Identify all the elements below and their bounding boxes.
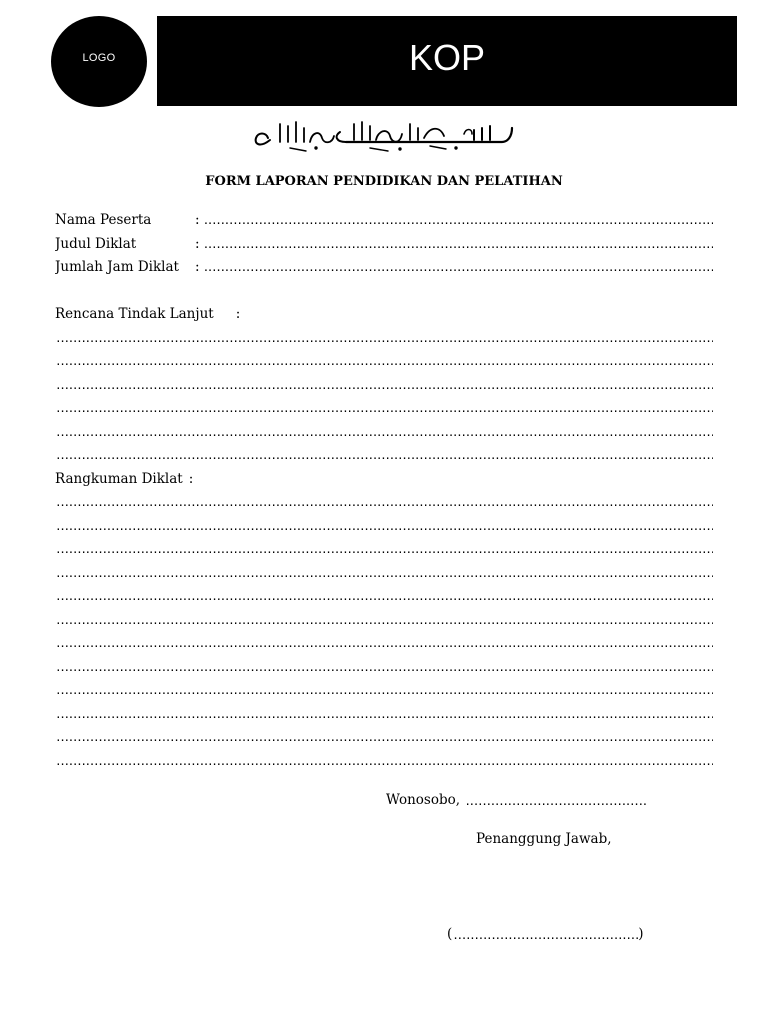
- close-paren: ): [638, 926, 644, 942]
- rangkuman-line[interactable]: [55, 538, 713, 562]
- field-label: Jumlah Jam Diklat: [55, 259, 179, 275]
- rencana-line[interactable]: [55, 421, 713, 445]
- form-title: FORM LAPORAN PENDIDIKAN DAN PELATIHAN: [205, 174, 563, 189]
- form-body: [55, 209, 713, 773]
- field-label: Nama Peserta: [55, 212, 152, 228]
- dotted-line: [55, 679, 713, 703]
- signature-place-date[interactable]: [386, 792, 646, 808]
- field-colon: :: [195, 235, 200, 252]
- dotted-line: [55, 374, 713, 398]
- rangkuman-line[interactable]: [55, 703, 713, 727]
- rangkuman-line[interactable]: [55, 726, 713, 750]
- dotted-line: [55, 421, 713, 445]
- rangkuman-line[interactable]: [55, 609, 713, 633]
- rangkuman-line[interactable]: [55, 750, 713, 774]
- dotted-line: [55, 609, 713, 633]
- kop-header: [157, 16, 737, 106]
- rangkuman-line[interactable]: [55, 585, 713, 609]
- dotted-line: [55, 750, 713, 774]
- dotted-line: [203, 256, 713, 280]
- open-paren: (: [447, 926, 453, 942]
- dotted-line: [55, 703, 713, 727]
- dotted-line: [55, 656, 713, 680]
- logo-placeholder: [51, 16, 147, 107]
- dotted-line: [55, 327, 713, 351]
- rangkuman-line[interactable]: [55, 679, 713, 703]
- signature-name-line[interactable]: [447, 926, 644, 942]
- rencana-line[interactable]: [55, 350, 713, 374]
- logo-label: LOGO: [82, 51, 116, 64]
- dotted-line: [55, 515, 713, 539]
- dotted-line: [55, 350, 713, 374]
- field-label: Judul Diklat: [55, 235, 137, 252]
- field-judul-diklat[interactable]: [55, 233, 713, 257]
- dotted-line: [203, 233, 713, 257]
- signature-role: Penanggung Jawab,: [476, 831, 612, 847]
- field-nama-peserta[interactable]: [55, 209, 713, 233]
- rangkuman-line[interactable]: [55, 562, 713, 586]
- dotted-line: [55, 444, 713, 468]
- dotted-line: [55, 538, 713, 562]
- section-label: Rangkuman Diklat: [55, 470, 183, 487]
- section-label: Rencana Tindak Lanjut: [55, 306, 214, 322]
- rencana-line[interactable]: [55, 397, 713, 421]
- field-jumlah-jam-diklat[interactable]: [55, 256, 713, 280]
- dotted-line: [55, 397, 713, 421]
- dotted-line: [55, 562, 713, 586]
- field-colon: :: [195, 259, 200, 275]
- section-colon: :: [235, 306, 241, 322]
- rangkuman-line[interactable]: [55, 656, 713, 680]
- dotted-line: [203, 209, 713, 233]
- rangkuman-line[interactable]: [55, 632, 713, 656]
- dotted-line: [55, 726, 713, 750]
- section-colon: :: [188, 470, 194, 487]
- dotted-line: [55, 491, 713, 515]
- name-dotted-line: [452, 929, 638, 942]
- rangkuman-line[interactable]: [55, 491, 713, 515]
- date-dotted-line: [464, 795, 646, 808]
- section-rencana-tindak-lanjut: [55, 303, 713, 327]
- basmalah-calligraphy-icon: [250, 118, 518, 156]
- place-label: Wonosobo,: [386, 792, 461, 808]
- dotted-line: [55, 632, 713, 656]
- dotted-line: [55, 585, 713, 609]
- rencana-line[interactable]: [55, 444, 713, 468]
- rencana-line[interactable]: [55, 374, 713, 398]
- section-rangkuman-diklat: [55, 468, 713, 492]
- kop-label: KOP: [408, 37, 486, 78]
- field-colon: :: [195, 212, 200, 228]
- rencana-line[interactable]: [55, 327, 713, 351]
- rangkuman-line[interactable]: [55, 515, 713, 539]
